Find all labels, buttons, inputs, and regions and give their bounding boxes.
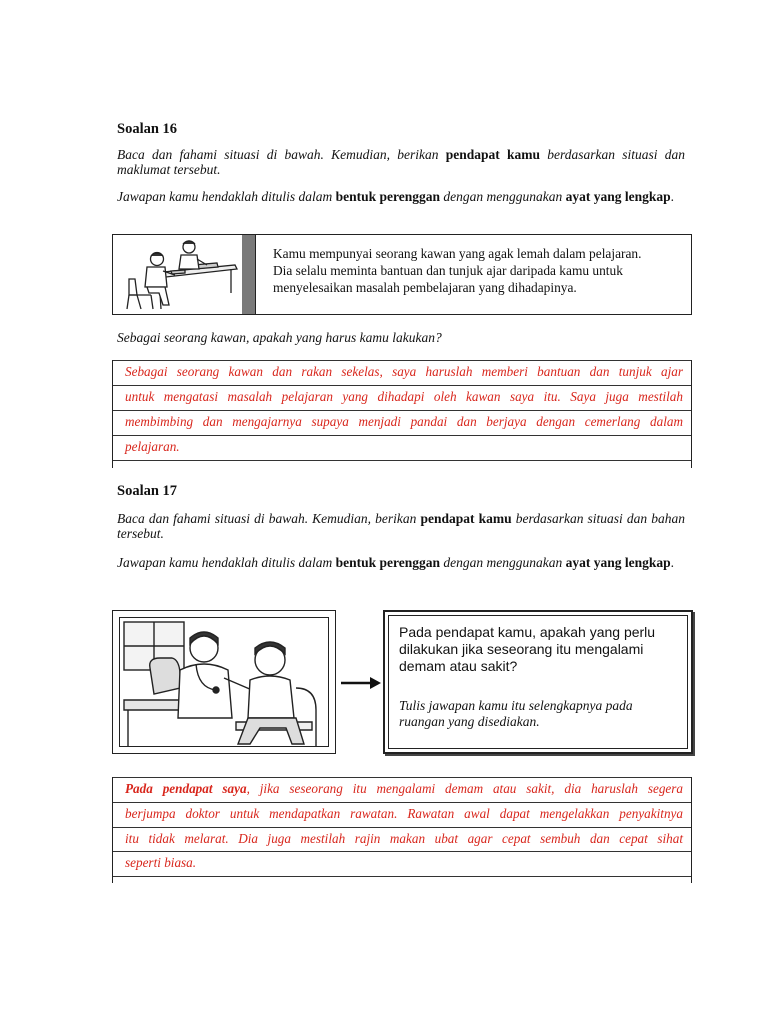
answer-rule [113,460,691,461]
students-studying-illustration [113,235,241,313]
q17-prompt-instruction-line: Tulis jawapan kamu itu selengkapnya pada [399,698,633,713]
q17-answer-line [125,777,683,801]
q16-situation-line: Kamu mempunyai seorang kawan yang agak lemah dalam pelajaran. [273,246,642,261]
q17-prompt-instruction [399,698,681,730]
q16-instr1-part-a: Baca dan fahami situasi di bawah. Kemudian, berikan [117,147,446,162]
q17-instr2-bold-1: bentuk perenggan [335,555,441,570]
q16-instr2-bold-1: bentuk perenggan [335,189,441,204]
arrow-right-icon [340,676,382,690]
q17-instr2-bold-2: ayat yang lengkap [565,555,671,570]
q16-answer-line: membimbing dan mengajarnya supaya menjadi pandai dan berjaya dengan cemerlang dalam [125,414,683,429]
q16-instruction-2 [117,189,685,204]
q16-instruction-1 [117,147,685,177]
q16-situation-box [112,234,692,315]
q16-instr2-period: . [670,189,675,204]
q16-answer-line: pelajaran. [125,439,180,454]
q16-instr2-part-c: dengan menggunakan [440,189,566,204]
q17-instr1-part-c: berdasarkan situasi dan bahan tersebut. [117,511,685,541]
q17-instr2-period: . [670,555,675,570]
q17-answer-line: berjumpa doktor untuk mendapatkan rawatan. Rawatan awal dapat mengelakkan penyakitnya [125,806,683,821]
q16-answer-line: untuk mengatasi masalah pelajaran yang dihadapi oleh kawan saya itu. Saya juga mestilah [125,389,683,404]
q17-prompt-text [399,624,681,675]
q17-answer-line1-rest: , jika seseorang itu mengalami demam atau sakit, dia haruslah segera [246,781,683,796]
q17-instr2-part-a: Jawapan kamu hendaklah ditulis dalam [117,555,336,570]
q16-instr1-part-c: berdasarkan situasi dan maklumat tersebut. [117,147,685,177]
q17-instr1-part-a: Baca dan fahami situasi di bawah. Kemudian, berikan [117,511,421,526]
q17-heading: Soalan 17 [117,483,178,499]
answer-rule [113,876,691,877]
q16-situation-line: menyelesaikan masalah pembelajaran yang dihadapinya. [273,280,577,295]
q16-situation-text [273,245,683,296]
q16-instr1-bold: pendapat kamu [445,147,540,162]
q17-instruction-2 [117,555,685,570]
q16-situation-line: Dia selalu meminta bantuan dan tunjuk ajar daripada kamu untuk [273,263,623,278]
q17-answer-line: seperti biasa. [125,855,197,870]
q16-instr2-part-a: Jawapan kamu hendaklah ditulis dalam [117,189,336,204]
q16-illustration-panel [113,235,243,314]
q17-illustration-frame [112,610,336,754]
q17-prompt-instruction-line: ruangan yang disediakan. [399,714,540,729]
q17-prompt-line: dilakukan jika seseorang itu mengalami [399,641,644,657]
q16-situation-bar [242,235,256,314]
q17-prompt-line: Pada pendapat kamu, apakah yang perlu [399,624,656,640]
q17-answer-box [112,777,692,883]
q17-answer-bold: Pada pendapat saya [125,781,247,796]
q17-illustration-inner [119,617,329,747]
q17-answer-line: itu tidak melarat. Dia juga mestilah rajin makan ubat agar cepat sembuh dan cepat sihat [125,831,683,846]
q16-answer-box [112,360,692,468]
q16-question: Sebagai seorang kawan, apakah yang harus kamu lakukan? [117,330,442,345]
q16-instr2-bold-2: ayat yang lengkap [565,189,671,204]
q17-prompt-line: demam atau sakit? [399,658,518,674]
q17-instr2-part-c: dengan menggunakan [440,555,566,570]
q17-prompt-box [383,610,693,754]
q16-answer-line: Sebagai seorang kawan dan rakan sekelas, saya haruslah memberi bantuan dan tunjuk ajar [125,364,683,379]
q17-instr1-bold: pendapat kamu [420,511,512,526]
doctor-examining-boy-illustration [120,618,330,748]
q16-heading: Soalan 16 [117,121,178,137]
q17-instruction-1 [117,511,685,541]
